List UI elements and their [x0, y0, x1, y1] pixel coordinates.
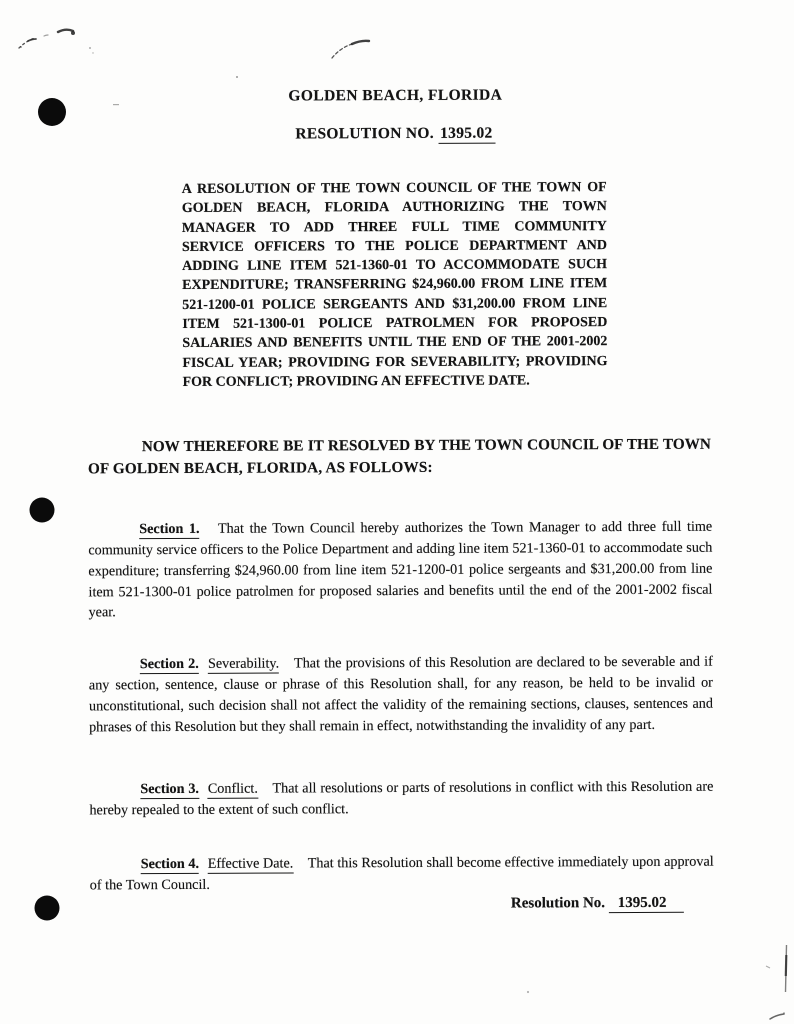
- section-2-sublabel: Severability.: [207, 655, 280, 673]
- preamble-line: FOR CONFLICT; PROVIDING AN EFFECTIVE DATE.: [182, 373, 530, 390]
- preamble-line: GOLDEN BEACH, FLORIDA AUTHORIZING THE TOWN: [181, 199, 607, 217]
- preamble-line: ADDING LINE ITEM 521-1360-01 TO ACCOMMODATE SUCH: [182, 257, 608, 275]
- resolved-clause-line: NOW THEREFORE BE IT RESOLVED BY THE TOWN COUNCIL OF THE TOWN: [141, 435, 711, 456]
- section-2-paragraph: [89, 652, 713, 738]
- preamble-line: ITEM 521-1300-01 POLICE PATROLMEN FOR PROPOSED: [182, 315, 608, 333]
- footer-resolution-label: Resolution No.: [510, 895, 606, 912]
- section-3-body: That all resolutions or parts of resolutions in conflict with this Resolution are hereby repealed to the extent of such conflict.: [89, 778, 714, 819]
- section-4-paragraph: [90, 852, 714, 896]
- preamble-line: SALARIES AND BENEFITS UNTIL THE END OF THE 2001-2002: [182, 334, 608, 352]
- resolution-heading-label: RESOLUTION NO.: [295, 124, 434, 143]
- section-4-body: That this Resolution shall become effective immediately upon approval of the Town Council.: [89, 853, 714, 894]
- section-3-paragraph: [89, 777, 713, 821]
- resolution-heading-number: 1395.02: [438, 125, 496, 144]
- section-1-paragraph: [88, 517, 712, 624]
- resolution-heading: [0, 123, 793, 144]
- section-3-sublabel: Conflict.: [207, 780, 258, 798]
- resolution-preamble: [182, 178, 608, 392]
- resolved-clause-line: OF GOLDEN BEACH, FLORIDA, AS FOLLOWS:: [87, 458, 433, 477]
- preamble-line: MANAGER TO ADD THREE FULL TIME COMMUNITY: [181, 218, 607, 236]
- preamble-line: A RESOLUTION OF THE TOWN COUNCIL OF THE TOWN OF: [181, 180, 607, 197]
- preamble-line: FISCAL YEAR; PROVIDING FOR SEVERABILITY; PROVIDING: [182, 353, 608, 371]
- footer-resolution-value: 1395.02: [609, 895, 684, 913]
- footer-resolution-number: [511, 895, 684, 913]
- section-3-label: Section 3.: [140, 781, 200, 798]
- preamble-line: SERVICE OFFICERS TO THE POLICE DEPARTMENT AND: [181, 237, 608, 255]
- document-title: GOLDEN BEACH, FLORIDA: [288, 86, 503, 105]
- section-4-label: Section 4.: [140, 856, 200, 873]
- section-1-body: That the Town Council hereby authorizes the Town Manager to add three full time community service officers to the Police Department and adding line item 521-1360-01 to accommodate such expenditure; transferring $24,960.00 from line item 521-1200-01 police sergeants and $31,200.00 from line item 521-1300-01 police patrolmen for proposed salaries and benefits until the end of the 2001-2002 fiscal year.: [88, 518, 713, 621]
- section-1-label: Section 1.: [139, 521, 200, 538]
- section-2-label: Section 2.: [139, 656, 199, 673]
- preamble-line: 521-1200-01 POLICE SERGEANTS AND $31,200.00 FROM LINE: [182, 295, 608, 313]
- section-4-sublabel: Effective Date.: [207, 855, 294, 873]
- section-2-body: That the provisions of this Resolution are declared to be severable and if any section, sentence, clause or phrase of this Resolution shall, for any reason, be held to be invalid or unconstitutional, such decision shall not affect the validity of the remaining sections, clauses, sentences and phrases of this Resolution but they shall remain in effect, notwithstanding the invalidity of any part.: [88, 653, 714, 735]
- preamble-line: EXPENDITURE; TRANSFERRING $24,960.00 FROM LINE ITEM: [182, 276, 608, 294]
- resolved-clause: [88, 435, 711, 479]
